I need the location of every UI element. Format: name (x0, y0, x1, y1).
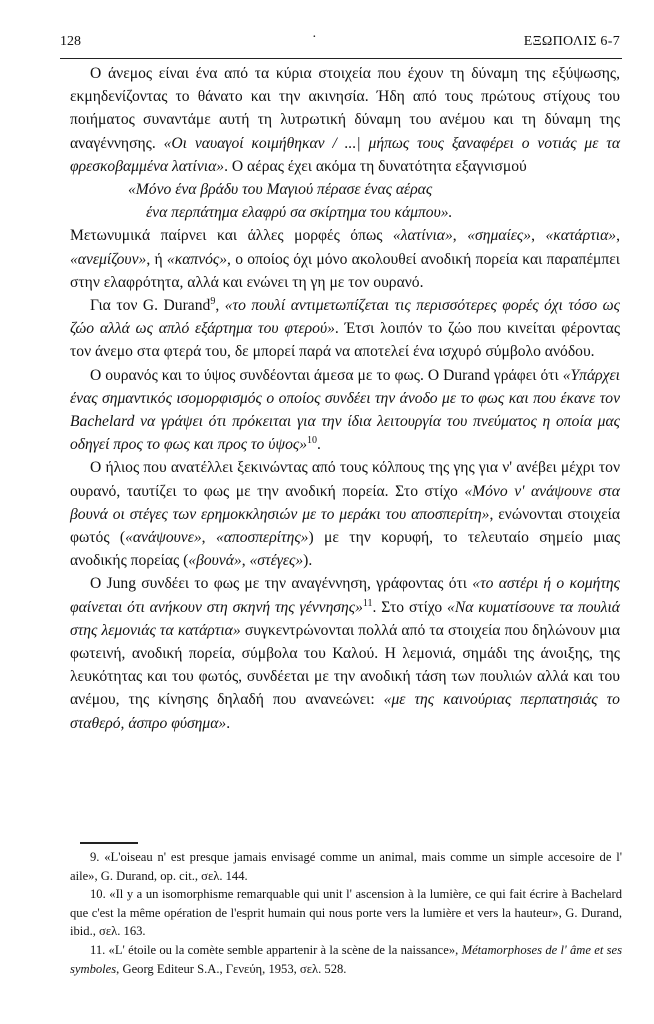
text: . Έτσι λοιπόν το ζώο που κινείται φέροντας τον άνεμο στα φτερά του, δε μπορεί παρά να αποτελεί ένα ισχυρό σύμβολο ανόδου. (70, 320, 621, 361)
text: , Georg Editeur S.A., Γενεύη, 1953, σελ. 528. (116, 961, 347, 976)
paragraph-5 (70, 456, 620, 572)
footnote-9: 9. «L'oiseau n' est presque jamais envisagé comme un animal, mais comme un simple accesoire de l' aile», G. Durand, op. cit., σελ. 144. (70, 850, 622, 883)
book-title: Métamorphoses de l' âme et ses symboles (70, 942, 622, 976)
term: «αποσπερίτης» (215, 529, 309, 547)
quotation: «Να κυματίσουνε τα πουλιά στης λεμονιάς τα κατάρτια» (70, 598, 620, 639)
footnote-11 (70, 941, 622, 978)
quotation: «Υπάρχει ένας σημαντικός ισομορφισμός ο οποίος συνδέει την άνοδο με το φως και που έκανε τον Bachelard να γράψει ότι πρόκειται για την ίδια λειτουργία του πνεύματος η οποία μας οδηγεί προς το φως και προς το ύψος» (70, 366, 620, 454)
paragraph-4 (70, 364, 620, 457)
term: «σημαίες» (467, 227, 532, 245)
term: «κατάρτια» (545, 227, 617, 245)
term: «λατίνια» (392, 227, 453, 245)
text: ) με την κορυφή, το τελευταίο σημείο μιας ανοδικής πορείας ( (70, 529, 621, 570)
text: . (317, 436, 321, 454)
paragraph-1 (70, 62, 620, 178)
term: «ανεμίζουν» (70, 250, 147, 268)
text: , (215, 297, 225, 315)
running-head: ΕΞΩΠΟΛΙΣ 6-7 (523, 34, 620, 49)
footnote-ref-9[interactable]: 9 (210, 295, 216, 307)
page-header (60, 30, 620, 54)
footnote-ref-10[interactable]: 10 (307, 435, 318, 447)
header-dot: · (312, 30, 317, 45)
text: , ο οποίος όχι μόνο ακολουθεί ανοδική πορεία και παραπέμπει στην ελαφρότητα, αλλά και ενώνει τη γη με τον ουρανό. (70, 250, 620, 291)
quotation: «με της καινούριας περπατησιάς το σταθερό, άσπρο φύσημα» (70, 691, 620, 732)
text: Ο ουρανός και το ύψος συνδέονται άμεσα με το φως. Ο Durand γράφει ότι (90, 366, 563, 384)
text: Ο Jung συνδέει το φως με την αναγέννηση, γράφοντας ότι (90, 575, 473, 593)
paragraph-2 (70, 224, 620, 294)
quotation: ένα περπάτημα ελαφρύ σα σκίρτημα του κάμπου». (146, 204, 453, 222)
body-text (70, 62, 620, 735)
footnotes (70, 848, 622, 978)
footnote-rule (80, 842, 138, 844)
text: , ή (146, 250, 167, 268)
text: . (226, 714, 231, 732)
text: Ο άνεμος είναι ένα από τα κύρια στοιχεία που έχουν τη δύναμη της εξύψωσης, εκμηδενίζοντας το θάνατο και την ακινησία. Ήδη από τους πρώτους στίχους του ποιήματος συναντάμε αυτή τη λυτρωτική δύναμη του ανέμου και τη δύναμη της αναγέννησης. (70, 65, 620, 152)
verse-quote-line-1 (70, 178, 620, 201)
text: , (452, 227, 468, 245)
quotation: «Μόνο ν' ανάψουνε στα βουνά οι στέγες των ερημοκκλησιών με το μεράκι του αποσπερίτη» (70, 482, 620, 523)
text: , (201, 529, 216, 547)
term: «στέγες» (249, 552, 304, 570)
term: «καπνός» (166, 250, 228, 268)
term: «βουνά» (188, 552, 242, 570)
quotation: «το πουλί αντιμετωπίζεται τις περισσότερες φορές όχι τόσο ως ζώο αλλά ως απλό εξάρτημα του φτερού» (70, 297, 621, 338)
text: Μετωνυμικά παίρνει και άλλες μορφές όπως (70, 227, 393, 245)
paragraph-3 (70, 294, 620, 364)
quotation: «το αστέρι ή ο κομήτης φαίνεται ότι ανήκουν στη σκηνή της γέννησης» (70, 575, 620, 616)
footnote-10: 10. «Il y a un isomorphisme remarquable qui unit l' ascension à la lumière, ce qui fait écrire à Bachelard que c'est la même opération de l'esprit humain qui nous porte vers la lumière et vers la hauteur», G. Durand, ibid., σελ. 163. (70, 887, 622, 939)
text: , (616, 227, 621, 245)
text: . Στο στίχο (372, 598, 448, 616)
text: , (241, 552, 250, 570)
text: , (531, 227, 546, 245)
text: Για τον G. Durand (90, 297, 211, 315)
quotation: «Οι ναυαγοί κοιμήθηκαν / ...| μήπως τους ξαναφέρει ο νοτιάς με τα φρεσκοβαμμένα λατίνια» (70, 134, 620, 175)
text: συγκεντρώνονται πολλά από τα στοιχεία που δηλώνουν μια φωτεινή, ανοδική πορεία, σύμβολα του Καλού. Η λεμονιά, σημάδι της άνοιξης, της λευκότητας και του φωτός, συνδέεται με την ανοδική τάση των πουλιών αλλά και του ανέμου, της κίνησης δηλαδή που ανανεώνει: (70, 621, 620, 709)
text: ). (303, 552, 313, 570)
text: . Ο αέρας έχει ακόμα τη δυνατότητα εξαγνισμού (224, 157, 527, 175)
quotation: «Μόνο ένα βράδυ του Μαγιού πέρασε ένας αέρας (128, 181, 433, 199)
term: «ανάψουνε» (125, 529, 202, 547)
footnote-ref-11[interactable]: 11 (362, 597, 373, 609)
paragraph-6 (70, 572, 620, 734)
header-rule (60, 58, 622, 59)
page-number: 128 (60, 34, 81, 49)
verse-quote-line-2 (70, 201, 620, 224)
text: 11. «L' étoile ou la comète semble appartenir à la scène de la naissance», (90, 942, 462, 957)
text: , ενώνονται στοιχεία φωτός ( (70, 505, 620, 547)
text: Ο ήλιος που ανατέλλει ξεκινώντας από τους κόλπους της γης για ν' ανέβει μέχρι τον ουρανό, ταυτίζει το φως με την ανοδική πορεία. Στο στίχο (70, 459, 620, 500)
